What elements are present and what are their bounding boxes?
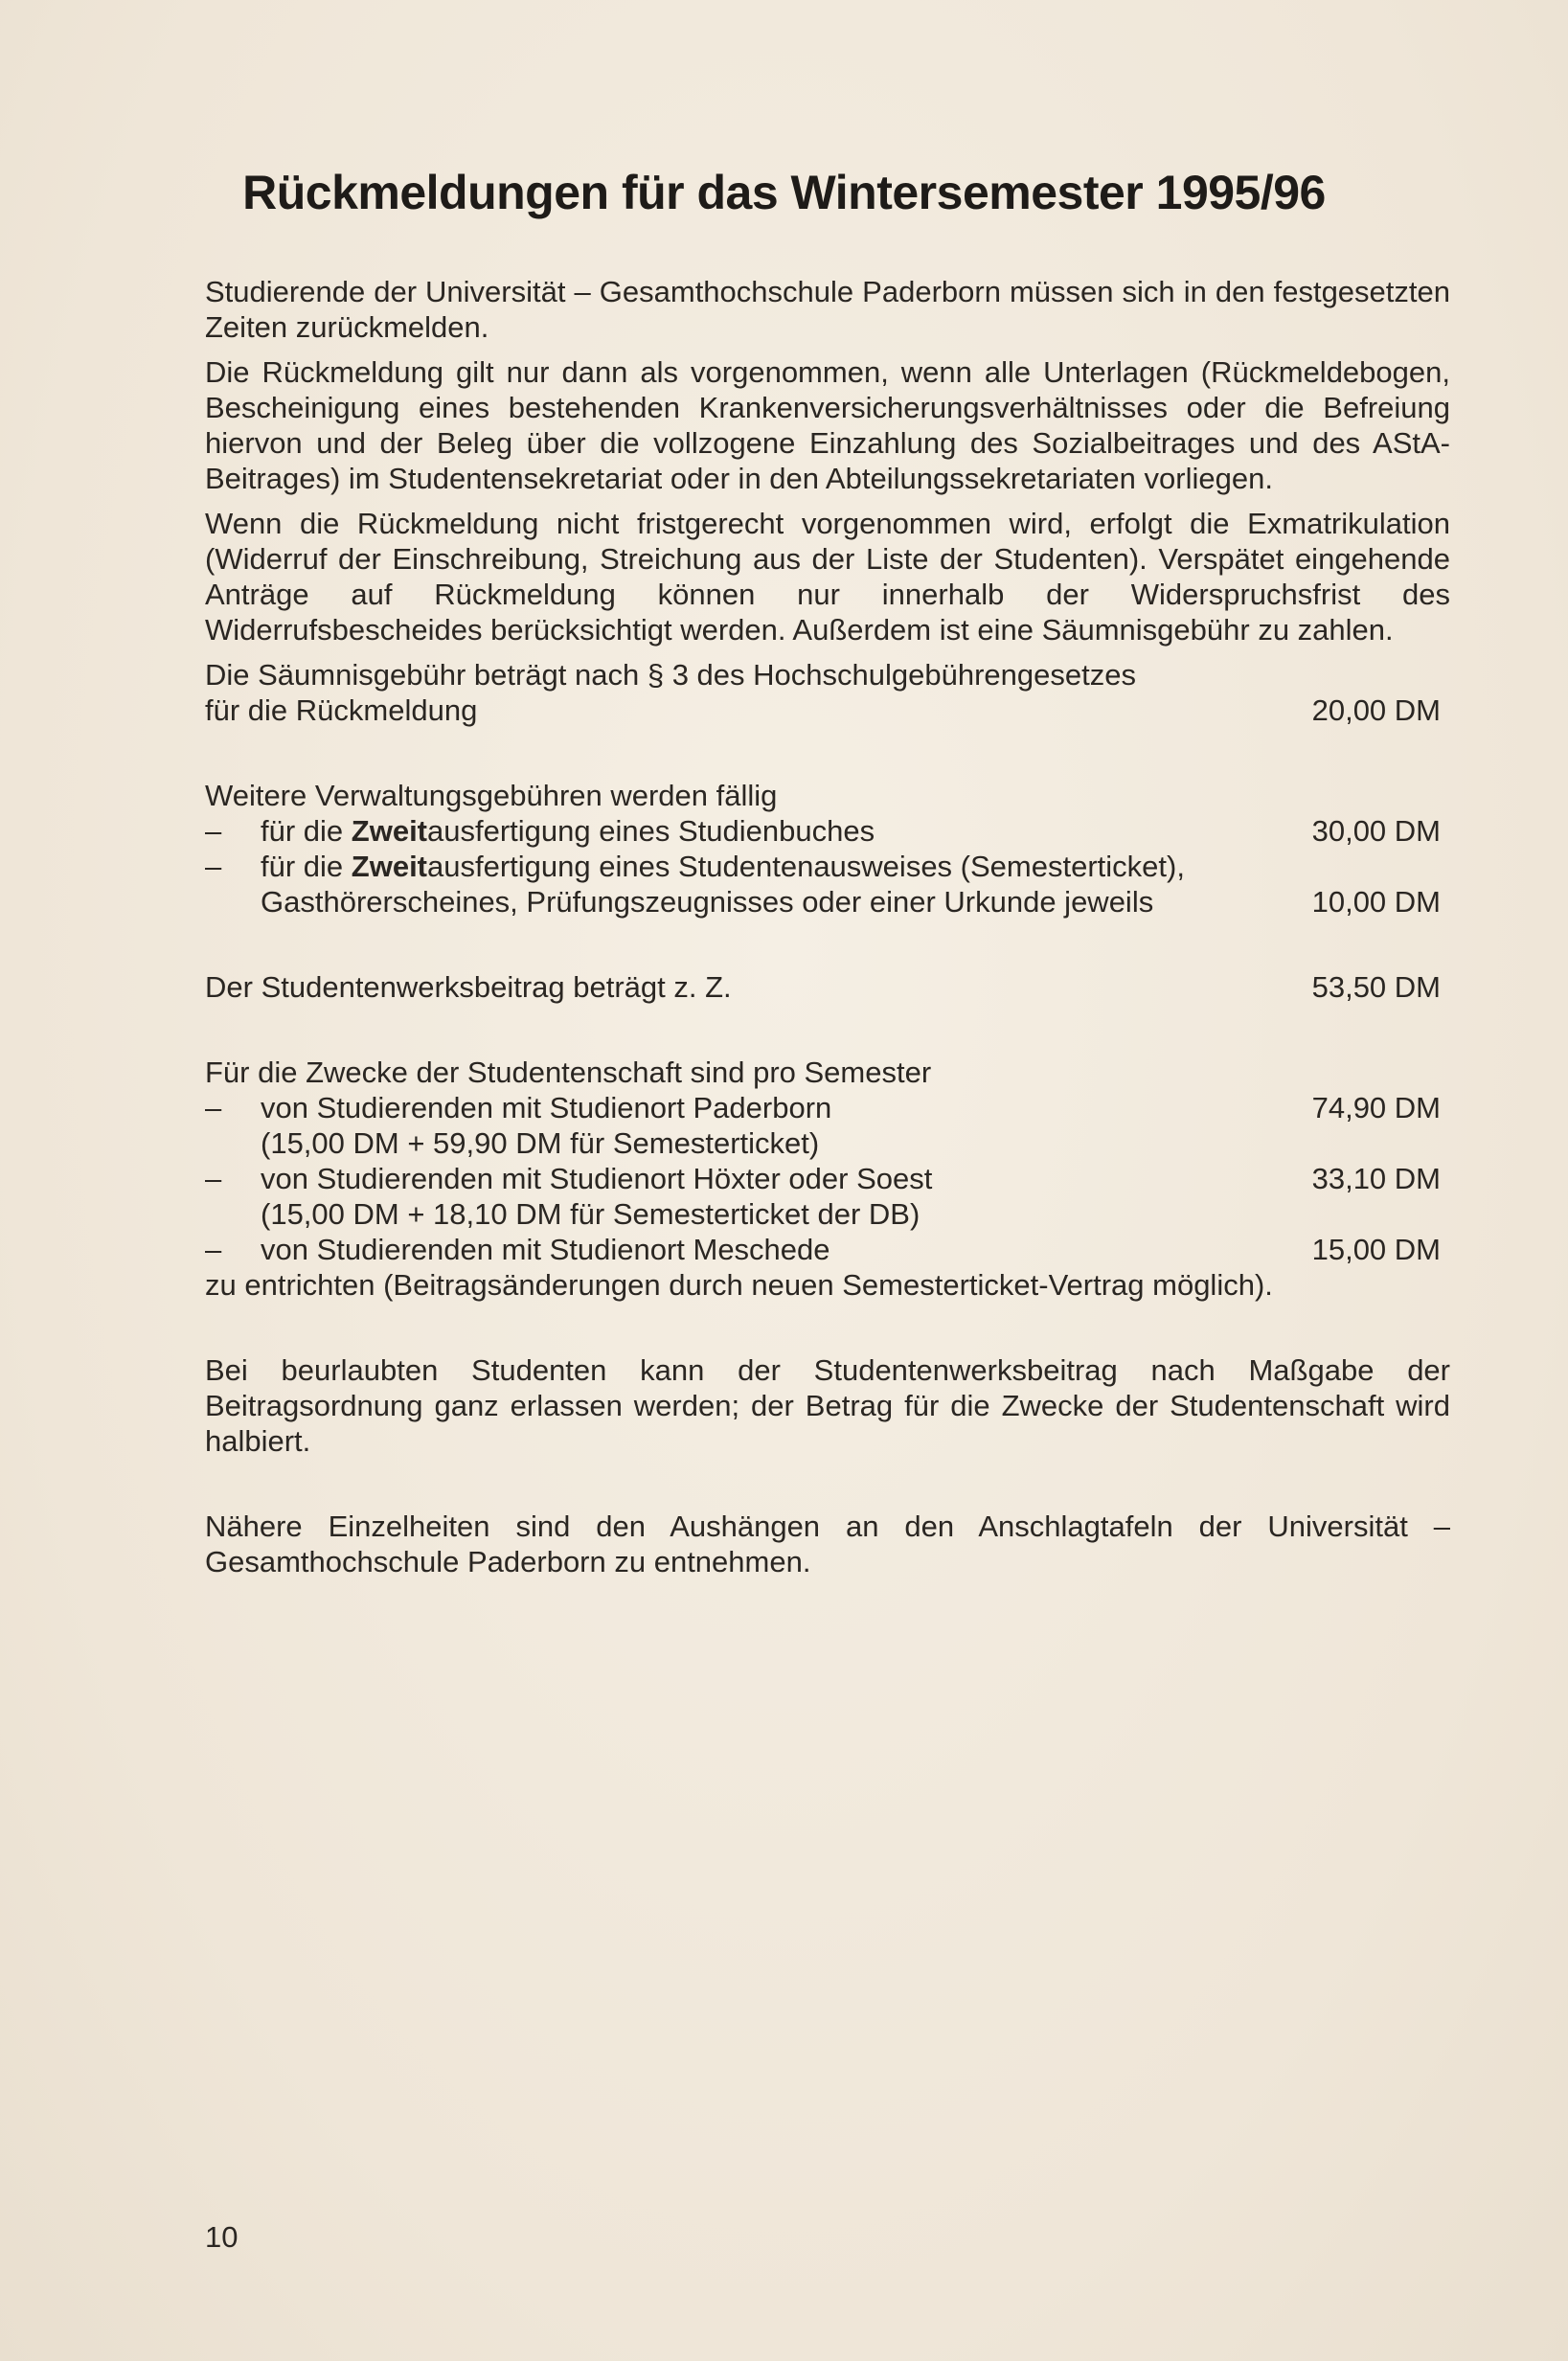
studentenschaft-item-amount: 74,90 DM	[1311, 1091, 1441, 1124]
conditions-paragraph: Die Rückmeldung gilt nur dann als vorgenommen, wenn alle Unterlagen (Rückmeldebogen, Bescheinigung eines bestehenden Krankenversicherungsverhältnisses oder die Befreiung hiervon und der Beleg über die vollzogene Einzahlung des Sozialbeitrages und des AStA- Beitrages) im Studentensekretariat oder in den Abteilungssekretariaten vorliegen.	[205, 355, 1450, 495]
label-prefix: für die	[261, 814, 352, 848]
label-bold: Zweit	[351, 814, 428, 848]
list-dash: –	[205, 814, 222, 848]
late-fee-line-1: Die Säumnisgebühr beträgt nach § 3 des Hochschulgebührengesetzes	[205, 658, 1136, 692]
document-body	[205, 274, 1450, 1589]
late-fee-label: für die Rückmeldung	[205, 693, 478, 727]
studentenschaft-item-detail: (15,00 DM + 18,10 DM für Semesterticket der DB)	[261, 1197, 920, 1231]
studentenschaft-item-label: von Studierenden mit Studienort Paderborn	[261, 1091, 832, 1124]
admin-fee-item-studienbuch	[205, 813, 1450, 849]
details-paragraph: Nähere Einzelheiten sind den Aushängen an den Anschlagtafeln der Universität – Gesamthochschule Paderborn zu entnehmen.	[205, 1510, 1450, 1578]
studentenschaft-item-hoexter-soest	[205, 1161, 1450, 1196]
exmatriculation-paragraph: Wenn die Rückmeldung nicht fristgerecht vorgenommen wird, erfolgt die Exmatrikulation (Widerruf der Einschreibung, Streichung aus der Liste der Studenten). Verspätet eingehende Anträge auf Rückmeldung können nur innerhalb der Widerspruchsfrist des Widerrufsbescheides berücksichtigt werden. Außerdem ist eine Säumnisgebühr zu zahlen.	[205, 507, 1450, 647]
studentenschaft-outro: zu entrichten (Beitragsänderungen durch neuen Semesterticket-Vertrag möglich).	[205, 1268, 1273, 1302]
list-dash: –	[205, 1162, 222, 1195]
studentenschaft-item-amount: 15,00 DM	[1311, 1233, 1441, 1266]
intro-paragraph: Studierende der Universität – Gesamthochschule Paderborn müssen sich in den festgesetzten Zeiten zurückmelden.	[205, 275, 1450, 344]
admin-fee-item-label-cont: Gasthörerscheines, Prüfungszeugnisses oder einer Urkunde jeweils	[261, 885, 1154, 919]
label-rest: ausfertigung eines Studentenausweises (Semesterticket),	[427, 850, 1185, 883]
admin-fee-item-ausweis	[205, 849, 1450, 919]
admin-fee-item-label	[261, 813, 875, 849]
studentenschaft-item-detail: (15,00 DM + 59,90 DM für Semesterticket)	[261, 1126, 820, 1160]
studentenschaft-item-amount: 33,10 DM	[1311, 1162, 1441, 1195]
page-number: 10	[205, 2220, 239, 2254]
label-rest: ausfertigung eines Studienbuches	[427, 814, 875, 848]
late-fee-row	[205, 692, 1450, 728]
list-dash: –	[205, 1233, 222, 1266]
admin-fee-amount: 30,00 DM	[1311, 814, 1441, 848]
label-prefix: für die	[261, 850, 352, 883]
studentenwerk-row	[205, 969, 1450, 1005]
list-dash: –	[205, 850, 222, 883]
admin-fees-block	[205, 778, 1450, 919]
label-bold: Zweit	[351, 850, 428, 883]
studentenschaft-item-meschede	[205, 1232, 1450, 1267]
studentenschaft-item-label: von Studierenden mit Studienort Meschede	[261, 1233, 830, 1266]
late-fee-amount: 20,00 DM	[1311, 693, 1441, 727]
studentenschaft-intro: Für die Zwecke der Studentenschaft sind pro Semester	[205, 1056, 932, 1089]
studentenschaft-item-paderborn	[205, 1090, 1450, 1125]
late-fee-block	[205, 657, 1450, 728]
studentenschaft-block	[205, 1055, 1450, 1303]
studentenschaft-item-label: von Studierenden mit Studienort Höxter oder Soest	[261, 1162, 933, 1195]
studentenwerk-amount: 53,50 DM	[1311, 970, 1441, 1004]
beurlaubt-paragraph: Bei beurlaubten Studenten kann der Studentenwerksbeitrag nach Maßgabe der Beitragsordnung ganz erlassen werden; der Betrag für die Zwecke der Studentenschaft wird halbiert.	[205, 1353, 1450, 1458]
page-title: Rückmeldungen für das Wintersemester 1995/96	[242, 166, 1326, 219]
studentenwerk-label: Der Studentenwerksbeitrag beträgt z. Z.	[205, 970, 732, 1004]
list-dash: –	[205, 1091, 222, 1124]
admin-fees-intro: Weitere Verwaltungsgebühren werden fällig	[205, 779, 778, 812]
admin-fee-item-label	[261, 849, 1450, 884]
admin-fee-amount: 10,00 DM	[1311, 885, 1441, 919]
